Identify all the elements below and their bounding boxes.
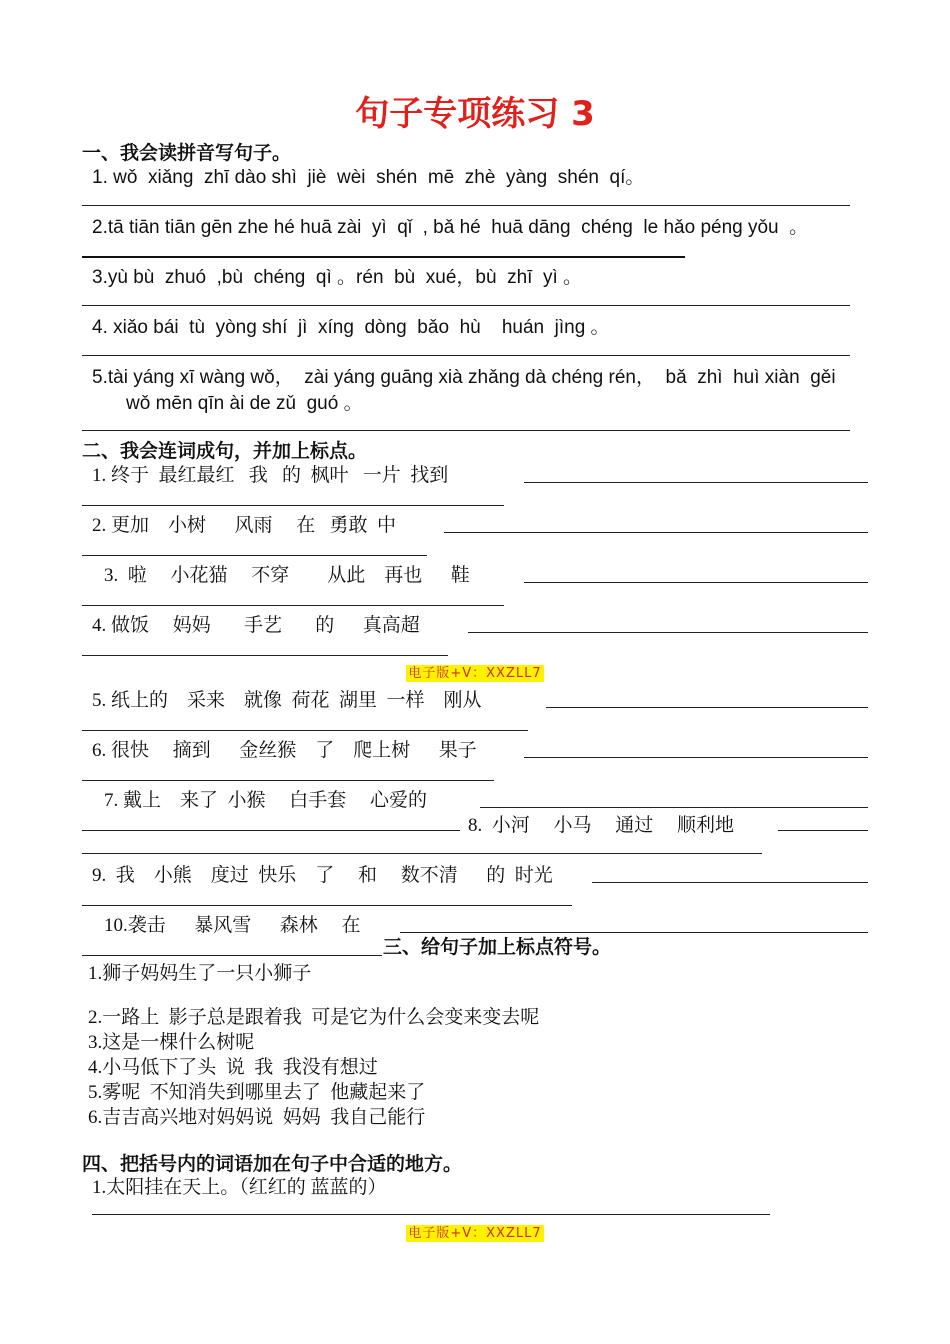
punctuation-item-5: 5.雾呢 不知消失到哪里去了 他藏起来了 <box>88 1082 426 1103</box>
fill-line-9b[interactable] <box>82 905 572 906</box>
answer-line-s4-1[interactable] <box>92 1214 770 1215</box>
watermark-1 <box>0 662 950 681</box>
word-order-item-1: 1. 终于 最红最红 我 的 枫叶 一片 找到 <box>92 465 449 486</box>
pinyin-item-1: 1. wǒ xiǎng zhī dào shì jiè wèi shén mē zhè yàng shén qí。 <box>92 167 645 188</box>
fill-line-5a[interactable] <box>546 707 868 708</box>
fill-line-8a[interactable] <box>778 830 868 831</box>
section2-heading: 二、我会连词成句，并加上标点。 <box>82 440 368 462</box>
word-order-item-2: 2. 更加 小树 风雨 在 勇敢 中 <box>92 515 397 536</box>
word-order-item-8: 8. 小河 小马 通过 顺利地 <box>468 815 735 836</box>
watermark-1-text: 电子版+V：XXZLL7 <box>408 666 542 681</box>
watermark-2 <box>0 1222 950 1241</box>
fill-line-7b[interactable] <box>82 830 460 831</box>
punctuation-item-4: 4.小马低下了头 说 我 我没有想过 <box>88 1057 378 1078</box>
pinyin-item-2: 2.tā tiān tiān gēn zhe hé huā zài yì qǐ , bǎ hé huā dāng chéng le hǎo péng yǒu 。 <box>92 217 809 238</box>
fill-line-1a[interactable] <box>524 482 868 483</box>
fill-line-9a[interactable] <box>592 882 868 883</box>
word-order-item-9: 9. 我 小熊 度过 快乐 了 和 数不清 的 时光 <box>92 865 553 886</box>
section3-heading: 三、给句子加上标点符号。 <box>383 936 612 958</box>
fill-line-3b[interactable] <box>82 605 504 606</box>
fill-line-1b[interactable] <box>82 505 504 506</box>
punctuation-item-3: 3.这是一棵什么树呢 <box>88 1032 255 1053</box>
punctuation-item-6: 6.吉吉高兴地对妈妈说 妈妈 我自己能行 <box>88 1107 426 1128</box>
watermark-2-text: 电子版+V：XXZLL7 <box>408 1226 542 1241</box>
answer-line-3[interactable] <box>82 305 850 306</box>
fill-line-6a[interactable] <box>524 757 868 758</box>
pinyin-item-3: 3.yù bù zhuó ,bù chéng qì 。rén bù xué，bù zhī yì 。 <box>92 267 583 288</box>
pinyin-item-4: 4. xiǎo bái tù yòng shí jì xíng dòng bǎo hù huán jìng 。 <box>92 317 610 338</box>
fill-line-7a[interactable] <box>480 807 868 808</box>
fill-line-2a[interactable] <box>444 532 868 533</box>
fill-line-3a[interactable] <box>524 582 868 583</box>
answer-line-5[interactable] <box>82 430 850 431</box>
page-title: 句子专项练习 3 <box>355 94 595 134</box>
word-order-item-7: 7. 戴上 来了 小猴 白手套 心爱的 <box>104 790 428 811</box>
punctuation-item-2: 2.一路上 影子总是跟着我 可是它为什么会变来变去呢 <box>88 1007 540 1028</box>
punctuation-item-1: 1.狮子妈妈生了一只小狮子 <box>88 963 312 984</box>
pinyin-item-5: 5.tài yáng xī wàng wǒ， zài yáng guāng xià zhǎng dà chéng rén， bǎ zhì huì xiàn gěi <box>92 367 836 388</box>
fill-line-4a[interactable] <box>468 632 868 633</box>
section4-heading: 四、把括号内的词语加在句子中合适的地方。 <box>82 1153 463 1175</box>
fill-line-10b[interactable] <box>82 955 382 956</box>
section1-heading: 一、我会读拼音写句子。 <box>82 142 292 164</box>
word-order-item-3: 3. 啦 小花猫 不穿 从此 再也 鞋 <box>104 565 470 586</box>
word-order-item-6: 6. 很快 摘到 金丝猴 了 爬上树 果子 <box>92 740 477 761</box>
answer-line-2[interactable] <box>82 256 685 258</box>
fill-line-2b[interactable] <box>82 555 427 556</box>
pinyin-item-5-cont: wǒ mēn qīn ài de zǔ guó 。 <box>126 393 363 414</box>
fill-line-5b[interactable] <box>82 730 528 731</box>
word-order-item-5: 5. 纸上的 采来 就像 荷花 湖里 一样 刚从 <box>92 690 482 711</box>
fill-line-4b[interactable] <box>82 655 448 656</box>
word-order-item-10: 10.袭击 暴风雪 森林 在 <box>104 915 361 936</box>
word-order-item-4: 4. 做饭 妈妈 手艺 的 真高超 <box>92 615 420 636</box>
answer-line-1[interactable] <box>82 205 850 206</box>
fill-line-6b[interactable] <box>82 780 494 781</box>
answer-line-4[interactable] <box>82 355 850 356</box>
insert-words-item-1: 1.太阳挂在天上。（红红的 蓝蓝的） <box>92 1177 387 1198</box>
fill-line-8b[interactable] <box>82 853 762 854</box>
